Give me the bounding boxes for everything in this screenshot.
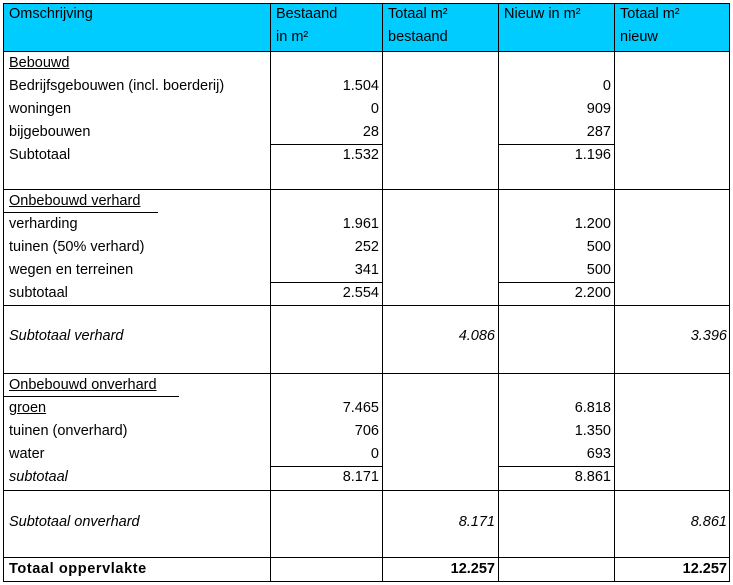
row-nieuw: 500 bbox=[586, 239, 611, 255]
section-title-verhard: Onbebouwd verhard bbox=[9, 193, 141, 209]
row-bestaand: 7.465 bbox=[342, 400, 379, 416]
title-underline bbox=[3, 212, 158, 213]
group-total-label: Subtotaal onverhard bbox=[9, 514, 140, 530]
grid-line bbox=[498, 282, 614, 283]
row-nieuw: 909 bbox=[586, 101, 611, 117]
grid-line bbox=[270, 144, 382, 145]
group-total-nieuw: 3.396 bbox=[690, 328, 727, 344]
subtotal-nieuw: 8.861 bbox=[574, 469, 611, 485]
row-nieuw: 1.200 bbox=[574, 216, 611, 232]
grid-line bbox=[614, 3, 615, 582]
title-underline bbox=[3, 396, 179, 397]
header-nieuw: Nieuw in m² bbox=[504, 6, 581, 22]
grid-line bbox=[729, 3, 730, 582]
header-bestaand-line1: Bestaand bbox=[276, 6, 338, 22]
grid-line bbox=[498, 3, 499, 582]
grid-line bbox=[498, 466, 614, 467]
row-label: groen bbox=[9, 400, 47, 416]
row-bestaand: 341 bbox=[354, 262, 379, 278]
group-total-label: Subtotaal verhard bbox=[9, 328, 124, 344]
row-label: water bbox=[9, 446, 45, 462]
grid-line bbox=[3, 305, 730, 306]
row-label: verharding bbox=[9, 216, 78, 232]
row-label: tuinen (50% verhard) bbox=[9, 239, 145, 255]
subtotal-bestaand: 2.554 bbox=[342, 285, 379, 301]
header-bestaand-line2: in m² bbox=[276, 29, 309, 45]
header-totaal-nieuw-line1: Totaal m² bbox=[620, 6, 680, 22]
grid-line bbox=[270, 3, 271, 582]
row-bestaand: 28 bbox=[362, 124, 379, 140]
grid-line bbox=[3, 373, 730, 374]
group-total-bestaand: 4.086 bbox=[458, 328, 495, 344]
area-table bbox=[3, 3, 730, 582]
row-label: Bedrijfsgebouwen (incl. boerderij) bbox=[9, 78, 225, 94]
row-nieuw: 287 bbox=[586, 124, 611, 140]
grid-line bbox=[270, 282, 382, 283]
header-totaal-bestaand-line2: bestaand bbox=[388, 29, 448, 45]
row-nieuw: 500 bbox=[586, 262, 611, 278]
row-bestaand: 1.504 bbox=[342, 78, 379, 94]
group-total-bestaand: 8.171 bbox=[458, 514, 495, 530]
row-bestaand: 252 bbox=[354, 239, 379, 255]
grid-line bbox=[3, 3, 4, 582]
section-title-onverhard: Onbebouwd onverhard bbox=[9, 377, 157, 393]
row-nieuw: 6.818 bbox=[574, 400, 611, 416]
grid-line bbox=[3, 581, 730, 582]
grid-line bbox=[382, 3, 383, 582]
row-label: wegen en terreinen bbox=[9, 262, 134, 278]
grid-line bbox=[3, 189, 730, 190]
header-totaal-bestaand-line1: Totaal m² bbox=[388, 6, 448, 22]
grid-line bbox=[270, 466, 382, 467]
grid-line bbox=[3, 557, 730, 558]
row-bestaand: 1.961 bbox=[342, 216, 379, 232]
group-total-nieuw: 8.861 bbox=[690, 514, 727, 530]
subtotal-label: subtotaal bbox=[9, 285, 68, 301]
row-nieuw: 693 bbox=[586, 446, 611, 462]
subtotal-bestaand: 1.532 bbox=[342, 147, 379, 163]
subtotal-nieuw: 1.196 bbox=[574, 147, 611, 163]
subtotal-bestaand: 8.171 bbox=[342, 469, 379, 485]
subtotal-label: subtotaal bbox=[9, 469, 68, 485]
row-bestaand: 0 bbox=[370, 101, 379, 117]
total-label: Totaal oppervlakte bbox=[9, 561, 147, 577]
header-totaal-nieuw-line2: nieuw bbox=[620, 29, 658, 45]
total-bestaand: 12.257 bbox=[450, 561, 495, 577]
row-label: tuinen (onverhard) bbox=[9, 423, 128, 439]
subtotal-label: Subtotaal bbox=[9, 147, 71, 163]
row-bestaand: 0 bbox=[370, 446, 379, 462]
section-title-bebouwd: Bebouwd bbox=[9, 55, 70, 71]
row-bestaand: 706 bbox=[354, 423, 379, 439]
grid-line bbox=[3, 3, 730, 4]
row-label: woningen bbox=[9, 101, 72, 117]
row-nieuw: 0 bbox=[602, 78, 611, 94]
grid-line bbox=[498, 144, 614, 145]
subtotal-nieuw: 2.200 bbox=[574, 285, 611, 301]
grid-line bbox=[3, 490, 730, 491]
row-nieuw: 1.350 bbox=[574, 423, 611, 439]
grid-line bbox=[3, 51, 730, 52]
header-omschrijving: Omschrijving bbox=[9, 6, 93, 22]
row-label: bijgebouwen bbox=[9, 124, 91, 140]
total-nieuw: 12.257 bbox=[682, 561, 727, 577]
